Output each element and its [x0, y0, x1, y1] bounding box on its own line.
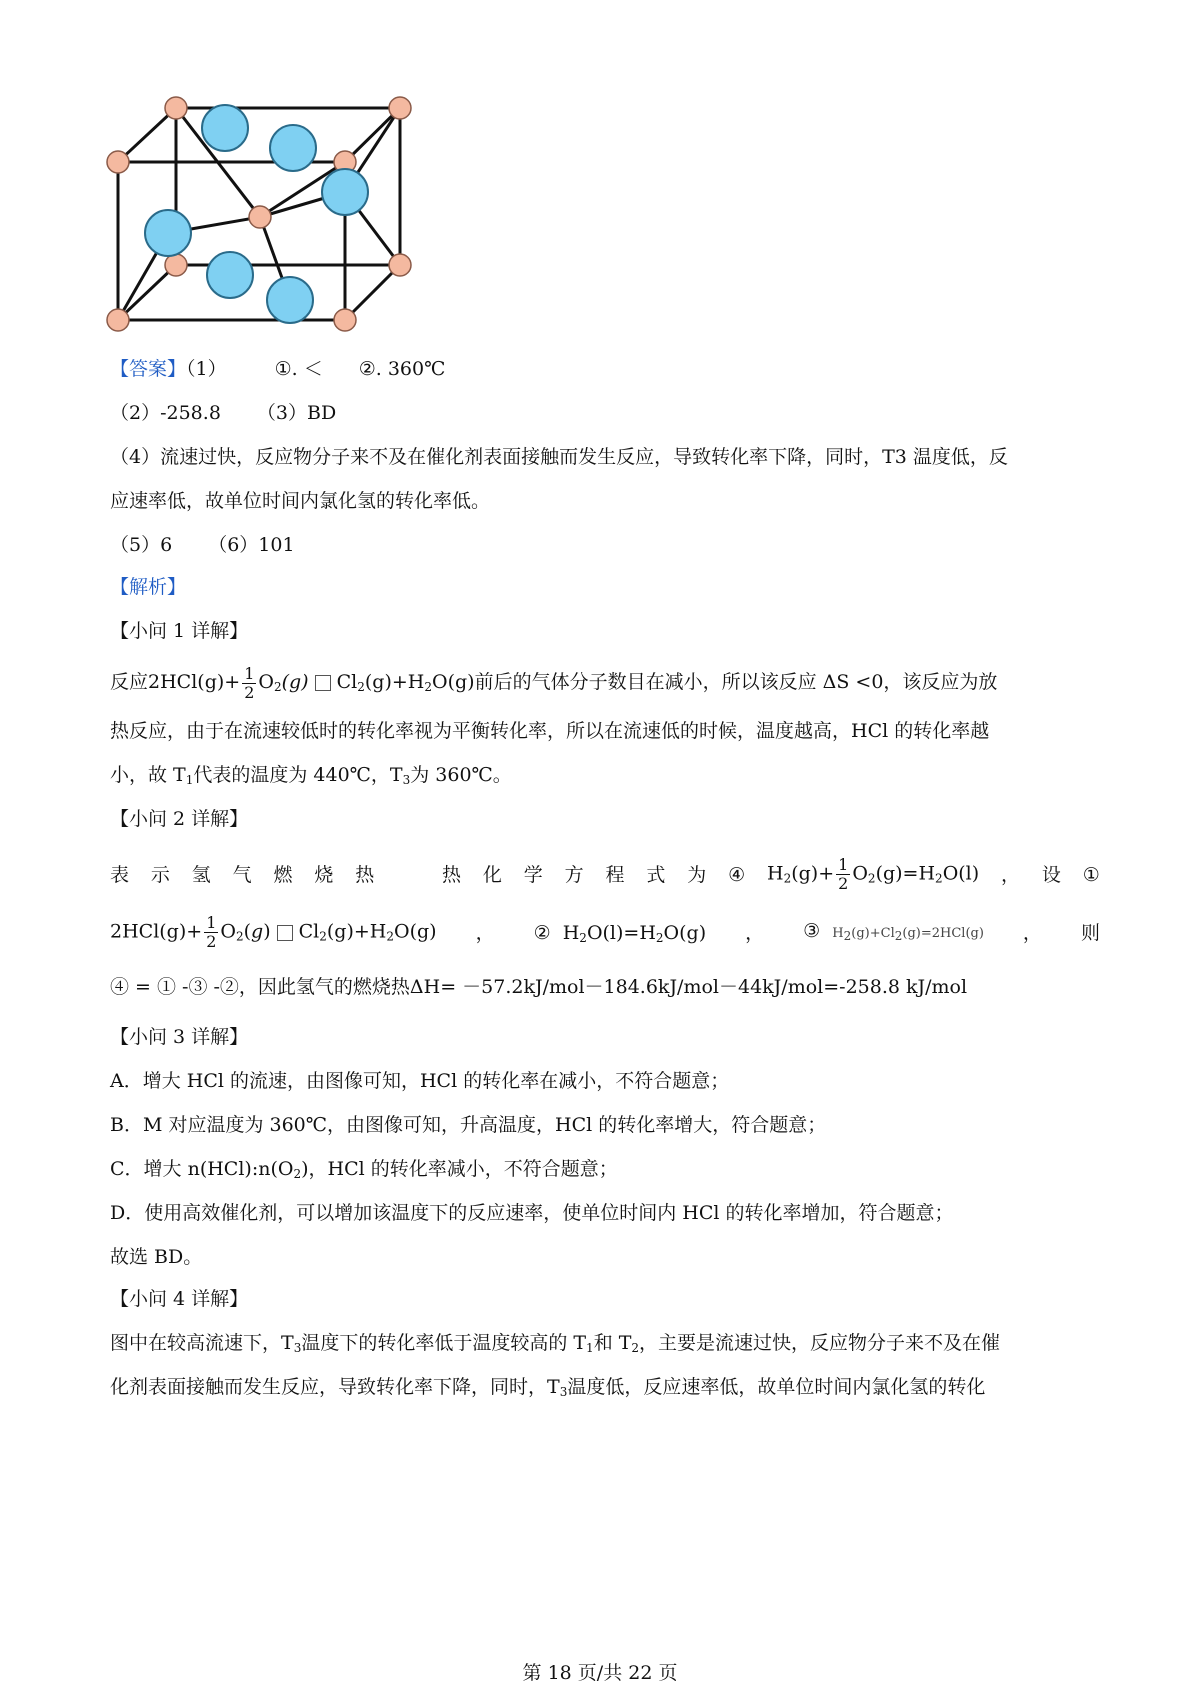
sub1-l1-pre: 反应: [110, 671, 149, 693]
sub1-l3-sub3: 3: [402, 773, 411, 787]
answer-row-5: [110, 532, 295, 558]
answer-q2: （2）-258.8: [110, 402, 221, 424]
equilibrium-arrow-icon: [277, 925, 293, 941]
sub4-title: 【小问 4 详解】: [110, 1288, 249, 1310]
answer-q1: （1）: [186, 358, 227, 380]
sub1-l3-b: 代表的温度为 440℃，T: [193, 764, 403, 786]
sub1-o2: O: [258, 671, 274, 693]
sub1-eq-left: 2HCl(g)+: [148, 671, 241, 693]
answer-tag: 【答案】: [110, 358, 187, 380]
sub2-eq3: ③ $H_2(g)+Cl_2(g)=2HCl(g)$: [803, 920, 984, 943]
sub2-mark-3: ③: [803, 920, 821, 942]
answer-q1-b: ②. 360℃: [358, 358, 446, 380]
sub1-line-2: 热反应，由于在流速较低时的转化率视为平衡转化率，所以在流速低的时候，温度越高，HCl 的转化率越: [110, 720, 990, 742]
sub2-eq4: $H_2(g)+$ $\frac{1}{2}$ $O_2(g)=H_2O(l)$: [767, 855, 980, 893]
sub3-c-sub: 2: [293, 1167, 302, 1181]
sub1-l3-a: 小，故 T: [110, 764, 186, 786]
answer-q6: （6）101: [208, 534, 295, 556]
sub2-word: 程: [605, 863, 625, 886]
sub2-word: ④: [728, 863, 746, 886]
answer-q5: （5）6: [110, 534, 173, 556]
sub1-line-3: [110, 762, 512, 788]
sub2-eq2: ② $H_2O(l)=H_2O(g)$: [533, 921, 707, 945]
sub2-word: 表: [110, 863, 130, 886]
sub2-mark-2: ②: [533, 921, 551, 944]
sub2-comma: ，: [1001, 863, 1021, 886]
page-footer: 第 18 页/共 22 页: [522, 1662, 678, 1684]
sub1-frac-num: 1: [244, 663, 255, 683]
sub4-l1-b: 温度下的转化率低于温度较高的 T: [301, 1332, 587, 1354]
sub3-option-a: A．增大 HCl 的流速，由图像可知，HCl 的转化率在减小，不符合题意；: [110, 1070, 730, 1092]
sub3-title: 【小问 3 详解】: [110, 1026, 249, 1048]
sub2-circle-1: ①: [1082, 863, 1100, 886]
sub1-cl-sub: 2: [357, 680, 365, 694]
sub4-l2-b: 温度低，反应速率低，故单位时间内氯化氢的转化: [567, 1376, 986, 1398]
sub2-word: 氢: [191, 863, 211, 886]
sub2-word: 示: [150, 863, 170, 886]
sub1-h: (g)+H: [364, 671, 425, 693]
answer-q4-line-2: 应速率低，故单位时间内氯化氢的转化率低。: [110, 490, 491, 512]
sub2-word: 燃: [273, 863, 293, 886]
answer-row-1: [110, 356, 445, 382]
sub1-cl: Cl: [336, 671, 358, 693]
sub4-l1-sub2: 2: [631, 1341, 640, 1355]
sub3-option-d: D．使用高效催化剂，可以增加该温度下的反应速率，使单位时间内 HCl 的转化率增加，符合题意；: [110, 1202, 954, 1224]
sub1-fraction: [242, 665, 256, 702]
sub3-conclusion: 故选 BD。: [110, 1246, 203, 1268]
answer-q4-line-1: （4）流速过快，反应物分子来不及在催化剂表面接触而发生反应，导致转化率下降，同时，T3 温度低，反: [110, 446, 1008, 468]
sub4-l1-sub1: 1: [586, 1341, 594, 1355]
sub4-l1-d: ，主要是流速过快，反应物分子来不及在催: [639, 1332, 1001, 1354]
sub1-h-sub: 2: [424, 680, 432, 694]
sub1-o: O(g): [432, 671, 475, 693]
sub2-title: 【小问 2 详解】: [110, 808, 249, 830]
sub2-word: 为: [687, 863, 707, 886]
sub3-option-c: [110, 1156, 618, 1182]
sub2-then: 则: [1080, 921, 1100, 944]
sub2-word: 化: [482, 863, 502, 886]
sub1-title: 【小问 1 详解】: [110, 620, 249, 642]
answer-q3: （3）BD: [256, 402, 337, 424]
sub1-line-1: [110, 662, 997, 702]
sub2-word: 学: [523, 863, 543, 886]
sub4-l1-c: 和 T: [593, 1332, 632, 1354]
sub1-l1-post: 前后的气体分子数目在减小，所以该反应 ΔS <0，该反应为放: [474, 671, 998, 693]
sub4-l2-a: 化剂表面接触而发生反应，导致转化率下降，同时，T: [110, 1376, 560, 1398]
sub2-word: 热: [441, 863, 461, 886]
sub2-word: 烧: [314, 863, 334, 886]
crystal-structure-figure: [100, 90, 430, 350]
sub3-c-pre: C．增大 n(HCl):n(O: [110, 1158, 294, 1180]
sub2-set: 设: [1041, 863, 1061, 886]
sub1-o2-sub: 2: [273, 680, 282, 694]
sub2-line-1: [110, 856, 1100, 893]
sub4-l1-sub3: 3: [293, 1341, 302, 1355]
equilibrium-arrow-icon: [315, 675, 331, 691]
sub3-option-b: B．M 对应温度为 360℃，由图像可知，升高温度，HCl 的转化率增大，符合题意；: [110, 1114, 827, 1136]
answer-q1-a: ①. ＜: [274, 358, 323, 380]
sub1-l3-sub1: 1: [185, 773, 194, 787]
answer-row-2: [110, 400, 336, 426]
sub2-word: 气: [232, 863, 252, 886]
sub3-c-post: )，HCl 的转化率减小，不符合题意；: [301, 1158, 618, 1180]
sub4-line-1: [110, 1330, 1000, 1356]
sub2-line-3: ④ = ① -③ -②，因此氢气的燃烧热ΔH= －57.2kJ/mol－184.6kJ/mol－44kJ/mol=-258.8 kJ/mol: [110, 976, 968, 998]
sub2-word: 热: [355, 863, 375, 886]
sub2-word: 方: [564, 863, 584, 886]
sub2-word: 式: [646, 863, 666, 886]
sub1-g: (g): [281, 671, 309, 693]
sub2-eq1: 2HCl(g)+ $\frac{1}{2}$ $O_2(g)$ $Cl_2(g)+H_2O(g)$: [110, 913, 437, 951]
analysis-tag: 【解析】: [110, 576, 187, 598]
sub1-frac-den: 2: [244, 682, 255, 702]
sub4-line-2: [110, 1374, 985, 1400]
sub4-l2-sub3: 3: [559, 1385, 568, 1399]
sub1-l3-c: 为 360℃。: [410, 764, 512, 786]
sub2-line-2: 2HCl(g)+ $\frac{1}{2}$ $O_2(g)$ $Cl_2(g)+H_2O(g)$ ， ② $H_2O(l)=H_2O(g)$ ， ③ $H_2(g)+Cl_2(g)=2HCl(g)$ ， 则: [110, 913, 1100, 951]
sub4-l1-a: 图中在较高流速下，T: [110, 1332, 294, 1354]
